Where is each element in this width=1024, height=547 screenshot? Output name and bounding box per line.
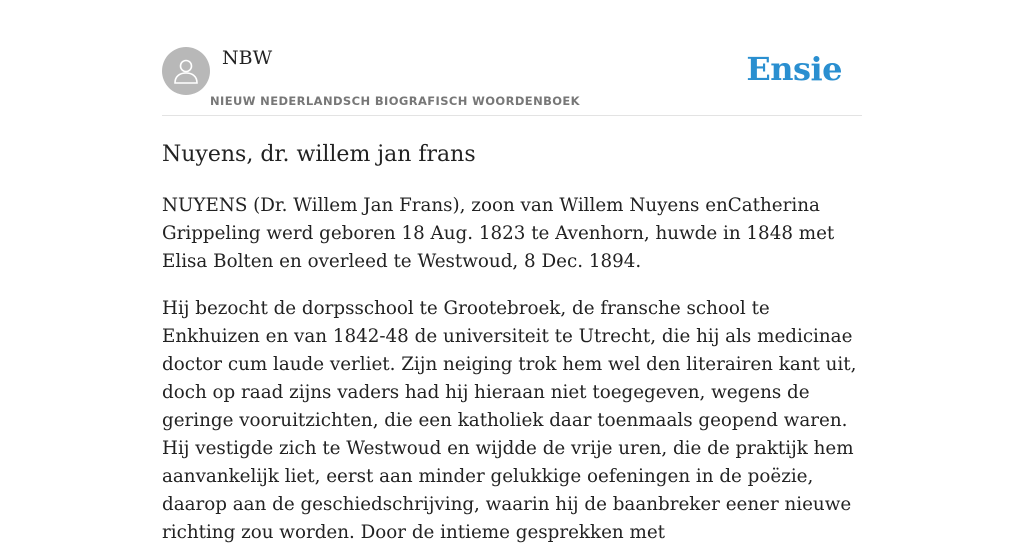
article-paragraph: NUYENS (Dr. Willem Jan Frans), zoon van Willem Nuyens enCatherina Grippeling werd geboren 18 Aug. 1823 te Avenhorn, huwde in 1848 met Elisa Bolten en overleed te Westwoud, 8 Dec. 1894. [162, 195, 835, 272]
source-header [162, 0, 862, 116]
author-avatar[interactable] [162, 47, 210, 95]
source-name[interactable]: NIEUW NEDERLANDSCH BIOGRAFISCH WOORDENBOEK [210, 94, 580, 108]
article-paragraph: Hij bezocht de dorpsschool te Grootebroek, de fransche school te Enkhuizen en van 1842-48 de universiteit te Utrecht, die hij als medicinae doctor cum laude verliet. Zijn neiging trok hem wel den literairen kant uit, doch op raad zijns vaders had hij hieraan niet toegegeven, wegens de geringe vooruitzichten, die een katholiek daar toenmaals geopend waren. Hij vestigde zich te Westwoud en wijdde de vrije uren, die de praktijk hem aanvankelijk liet, eerst aan minder gelukkige oefeningen in de poëzie, daarop aan de geschiedschrijving, waarin hij de baanbreker eener nieuwe richting zou worden. Door de intieme gesprekken met [162, 298, 857, 543]
page-container [162, 0, 862, 543]
ensie-logo[interactable]: Ensie [746, 50, 842, 88]
user-avatar-icon [173, 57, 199, 85]
author-name[interactable]: NBW [222, 47, 273, 69]
article-title: Nuyens, dr. willem jan frans [162, 142, 476, 167]
